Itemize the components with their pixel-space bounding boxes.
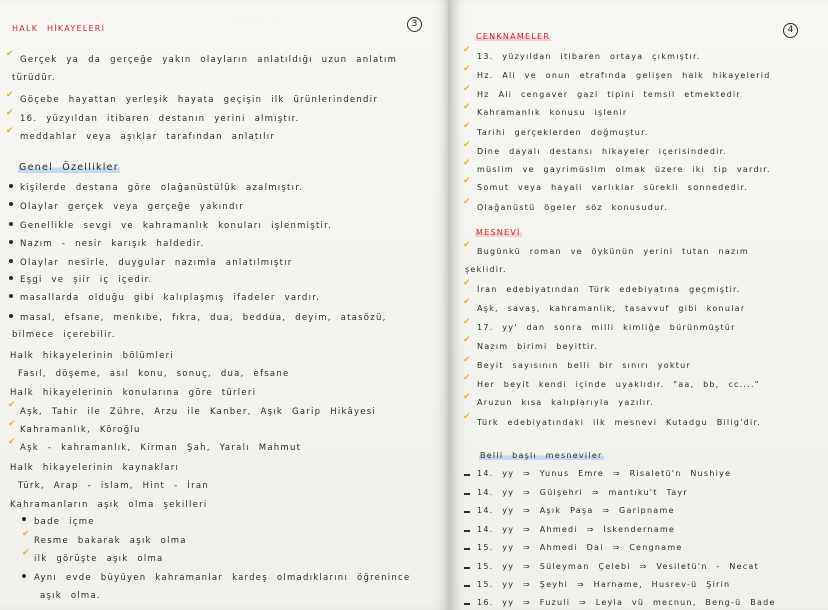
cenk-heading-text: CENKNAMELER [476,32,551,41]
mesnevi-author-line: 14. yy ⇒ Aşık Paşa ⇒ Garipname [477,506,675,515]
mesnevi-author-line: 15. yy ⇒ Süleyman Çelebi ⇒ Vesiletü'n - Necat [477,562,759,571]
right-page [451,0,828,610]
intro-line: Gerçek ya da gerçeğe yakın olayların anlatıldığı uzun anlatım [20,55,398,65]
mesnevi-line: İran edebiyatından Türk edebiyatına geçmiştir. [477,285,741,294]
check-mark-icon: ✔ [8,400,16,410]
mesnevi-heading [475,229,522,237]
love-heading: Kahramanların aşık olma şekilleri [10,500,208,510]
page-edge-mark: · · · · · [232,14,277,21]
check-mark-icon: ✔ [463,240,471,250]
feature-item: kişilerde destana göre olağanüstülük azalmıştır. [20,183,304,193]
authors-heading-text: Belli başlı mesneviler [480,451,603,460]
check-mark-icon: ✔ [463,197,471,207]
bullet-dot [9,184,13,188]
cenk-line: Hz Ali cengaver gazi tipini temsil etmektedir [477,90,741,99]
mesnevi-line: Aşk, savaş, kahramanlık, tasavvuf gibi konular [477,304,746,313]
left-page-title: HALK HİKAYELERİ [12,24,106,33]
features-heading [18,163,120,173]
mesnevi-line: Aruzun kısa kalıplarıyla yazılır. [477,398,654,407]
bullet-dot [9,259,13,263]
mesnevi-author-line: 14. yy ⇒ Gülşehri ⇒ mantıku't Tayr [477,488,688,497]
cenk-line: Dine dayalı destansı hikayeler içerisindedir. [477,147,728,156]
check-mark-icon: ✔ [6,90,14,100]
bullet-dot [9,240,13,244]
mesnevi-author-line: 14. yy ⇒ Yunus Emre ⇒ Risaletü'n Nushiye [477,469,732,478]
feature-item: Eşgi ve şiir iç içedir. [20,275,153,285]
topics-heading: Halk hikayelerinin konularına göre türleri [10,388,257,398]
mesnevi-line-continued: şeklidir. [465,265,507,274]
cenk-heading [475,33,551,41]
bullet-dot [22,574,26,578]
feature-item: masallarda olduğu gibi kalıplaşmış ifadeler vardır. [20,293,321,303]
love-item: Resme bakarak aşık olma [34,536,187,546]
feature-item: Nazım - nesir karışık haldedir. [20,239,205,249]
check-mark-icon: ✔ [8,437,16,447]
mesnevi-line: 17. yy' dan sonra milli kimliğe bürünmüştür [477,323,736,332]
list-dash [464,474,470,476]
mesnevi-author-line: 15. yy ⇒ Şeyhi ⇒ Harname, Husrev-ü Şirin [477,580,731,589]
check-mark-icon: ✔ [6,108,14,118]
mesnevi-line: Bugünkü roman ve öykünün yerini tutan nazım [477,247,749,256]
cenk-line: Hz. Ali ve onun etrafında gelişen halk hikayelerid [477,71,771,80]
cenk-line: müslim ve gayrimüslim olmak üzere iki tip vardır. [477,165,771,174]
check-mark-icon: ✔ [6,49,14,59]
cenk-line: Tarihi gerçeklerden doğmuştur. [477,128,649,137]
check-mark-icon: ✔ [463,121,471,131]
intro-line: 16. yüzyıldan itibaren destanın yerini almıştır. [20,114,300,124]
mesnevi-line: Beyit sayısının belli bir sınırı yoktur [477,361,691,370]
check-mark-icon: ✔ [463,176,471,186]
check-mark-icon: ✔ [463,373,471,383]
sources-value: Türk, Arap - islam, Hint - İran [18,481,209,491]
list-dash [464,603,470,605]
intro-line: Göçebe hayattan yerleşik hayata geçişin ilk ürünlerindendir [20,95,379,105]
feature-item-continued: bilmece içerebilir. [12,330,116,340]
check-mark-icon: ✔ [463,84,471,94]
bullet-dot [9,294,13,298]
mesnevi-author-line: 15. yy ⇒ Ahmedi Dai ⇒ Cengname [477,543,683,552]
check-mark-icon: ✔ [463,355,471,365]
authors-heading [479,452,604,460]
feature-item: masal, efsane, menkıbe, fıkra, dua, beddua, deyim, atasözü, [20,313,387,323]
check-mark-icon: ✔ [463,392,471,402]
check-mark-icon: ✔ [463,335,471,345]
feature-item: Olaylar gerçek veya gerçeğe yakındır [20,202,245,212]
bullet-dot [9,202,13,206]
mesnevi-author-line: 14. yy ⇒ Ahmedi ⇒ İskendername [477,525,676,534]
check-mark-icon: ✔ [463,317,471,327]
topic-line: Aşk - kahramanlık, Kirman Şah, Yaralı Mahmut [20,443,302,453]
mesnevi-line: Türk edebiyatındaki ilk mesnevi Kutadgu Bilig'dir. [477,418,762,427]
love-item-continued: aşık olma. [40,591,101,601]
sources-heading: Halk hikayelerinin kaynakları [10,463,180,473]
list-dash [464,585,470,587]
parts-value: Fasıl, döşeme, asıl konu, sonuç, dua, efsane [18,369,290,379]
topic-line: Kahramanlık, Köroğlu [20,425,141,435]
check-mark-icon: ✔ [463,102,471,112]
bullet-dot [22,517,26,521]
list-dash [464,548,470,550]
cenk-line: Somut veya hayali varlıklar sürekli sonnededir. [477,183,749,192]
love-item: Aynı evde büyüyen kahramanlar kardeş olmadıklarını öğrenince [34,573,411,583]
love-item: bade içme [34,517,95,527]
mesnevi-heading-text: MESNEVİ [476,228,521,237]
check-mark-icon: ✔ [463,278,471,288]
intro-line: meddahlar veya aşıklar tarafından anlatılır [20,132,276,142]
topic-line: Aşk, Tahir ile Zühre, Arzu ile Kanber, Aşık Garip Hikâyesi [20,407,377,417]
feature-item: Olaylar nesirle, duygular nazımla anlatılmıştır [20,258,293,268]
check-mark-icon: ✔ [463,45,471,55]
check-mark-icon: ✔ [463,140,471,150]
intro-line: türüdür. [12,73,56,83]
check-mark-icon: ✔ [22,529,30,539]
check-mark-icon: ✔ [8,419,16,429]
check-mark-icon: ✔ [463,158,471,168]
bullet-dot [9,276,13,280]
mesnevi-line: Nazım birimi beyittir. [477,342,599,351]
bullet-dot [9,222,13,226]
list-dash [464,511,470,513]
parts-heading: Halk hikayelerinin bölümleri [10,351,174,361]
check-mark-icon: ✔ [463,412,471,422]
cenk-line: Kahramanlık konusu işlenir [477,108,628,117]
mesnevi-author-line: 16. yy ⇒ Fuzuli ⇒ Leyla vü mecnun, Beng-ü Bade [477,598,776,607]
bullet-dot [9,314,13,318]
list-dash [464,567,470,569]
check-mark-icon: ✔ [463,64,471,74]
check-mark-icon: ✔ [6,126,14,136]
right-page-number: 4 [783,23,798,38]
list-dash [464,530,470,532]
left-page-number: 3 [407,17,422,32]
check-mark-icon: ✔ [463,297,471,307]
feature-item: Genellikle sevgi ve kahramanlık konuları işlenmiştir. [20,221,333,231]
love-item: ilk görüşte aşık olma [34,554,164,564]
cenk-line: 13. yüzyıldan itibaren ortaya çıkmıştır. [477,52,701,61]
cenk-line: Olağanüstü ögeler söz konusudur. [477,203,669,212]
mesnevi-line: Her beyit kendi içinde uyaklıdır. "aa, bb, cc...." [477,380,760,389]
features-heading-text: Genel Özellikler [19,162,119,173]
check-mark-icon: ✔ [22,548,30,558]
list-dash [464,493,470,495]
